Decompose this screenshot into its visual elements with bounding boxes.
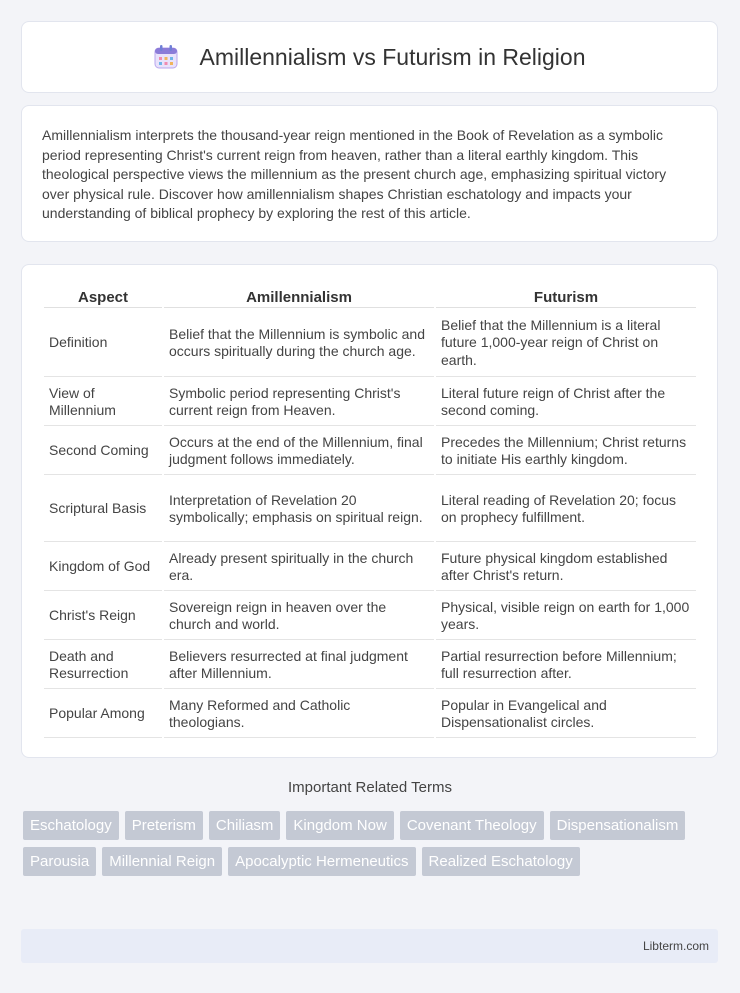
amillennialism-cell: Interpretation of Revelation 20 symbolically; emphasis on spiritual reign. <box>164 477 434 542</box>
title-card <box>21 21 718 93</box>
futurism-cell: Literal reading of Revelation 20; focus on prophecy fulfillment. <box>436 477 696 542</box>
related-term-tag[interactable]: Dispensationalism <box>550 811 686 840</box>
related-terms-list <box>23 811 703 883</box>
amillennialism-cell: Sovereign reign in heaven over the church and world. <box>164 593 434 640</box>
aspect-cell: Christ's Reign <box>44 593 162 640</box>
header-futurism: Futurism <box>436 287 696 308</box>
related-term-tag[interactable]: Millennial Reign <box>102 847 222 876</box>
comparison-table-card <box>21 264 718 758</box>
related-term-tag[interactable]: Covenant Theology <box>400 811 544 840</box>
related-term-tag[interactable]: Parousia <box>23 847 96 876</box>
futurism-cell: Popular in Evangelical and Dispensationalist circles. <box>436 691 696 738</box>
futurism-cell: Literal future reign of Christ after the second coming. <box>436 379 696 426</box>
aspect-cell: Kingdom of God <box>44 544 162 591</box>
table-row <box>44 379 696 426</box>
table-row <box>44 642 696 689</box>
table-row <box>44 477 696 542</box>
comparison-table <box>42 285 698 740</box>
related-term-tag[interactable]: Chiliasm <box>209 811 281 840</box>
futurism-cell: Physical, visible reign on earth for 1,000 years. <box>436 593 696 640</box>
related-term-tag[interactable]: Apocalyptic Hermeneutics <box>228 847 415 876</box>
header-aspect: Aspect <box>44 287 162 308</box>
page-title: Amillennialism vs Futurism in Religion <box>199 43 586 70</box>
aspect-cell: Death and Resurrection <box>44 642 162 689</box>
aspect-cell: Popular Among <box>44 691 162 738</box>
related-term-tag[interactable]: Eschatology <box>23 811 119 840</box>
intro-card <box>21 105 718 242</box>
aspect-cell: Definition <box>44 310 162 377</box>
amillennialism-cell: Belief that the Millennium is symbolic and occurs spiritually during the church age. <box>164 310 434 377</box>
related-term-tag[interactable]: Preterism <box>125 811 203 840</box>
amillennialism-cell: Already present spiritually in the church era. <box>164 544 434 591</box>
amillennialism-cell: Occurs at the end of the Millennium, final judgment follows immediately. <box>164 428 434 475</box>
footer-site-link[interactable]: Libterm.com <box>642 939 709 953</box>
aspect-cell: Second Coming <box>44 428 162 475</box>
table-row <box>44 544 696 591</box>
footer <box>21 929 718 963</box>
table-row <box>44 428 696 475</box>
intro-text: Amillennialism interprets the thousand-year reign mentioned in the Book of Revelation as a symbolic period representing Christ's current reign from heaven, rather than a literal earthly kingdom. This theological perspective views the millennium as the present church age, emphasizing spiritual victory over physical rule. Discover how amillennialism shapes Christian eschatology and impacts your understanding of biblical prophecy by exploring the rest of this article. <box>42 127 667 222</box>
table-row <box>44 691 696 738</box>
related-terms-heading: Important Related Terms <box>288 779 452 796</box>
header-amillennialism: Amillennialism <box>164 287 434 308</box>
amillennialism-cell: Symbolic period representing Christ's current reign from Heaven. <box>164 379 434 426</box>
amillennialism-cell: Believers resurrected at final judgment after Millennium. <box>164 642 434 689</box>
table-header-row <box>44 287 696 308</box>
futurism-cell: Partial resurrection before Millennium; full resurrection after. <box>436 642 696 689</box>
calendar-icon <box>153 44 179 70</box>
futurism-cell: Belief that the Millennium is a literal future 1,000-year reign of Christ on earth. <box>436 310 696 377</box>
table-row <box>44 593 696 640</box>
amillennialism-cell: Many Reformed and Catholic theologians. <box>164 691 434 738</box>
futurism-cell: Future physical kingdom established after Christ's return. <box>436 544 696 591</box>
aspect-cell: Scriptural Basis <box>44 477 162 542</box>
aspect-cell: View of Millennium <box>44 379 162 426</box>
related-term-tag[interactable]: Kingdom Now <box>286 811 393 840</box>
futurism-cell: Precedes the Millennium; Christ returns to initiate His earthly kingdom. <box>436 428 696 475</box>
table-row <box>44 310 696 377</box>
related-term-tag[interactable]: Realized Eschatology <box>422 847 580 876</box>
